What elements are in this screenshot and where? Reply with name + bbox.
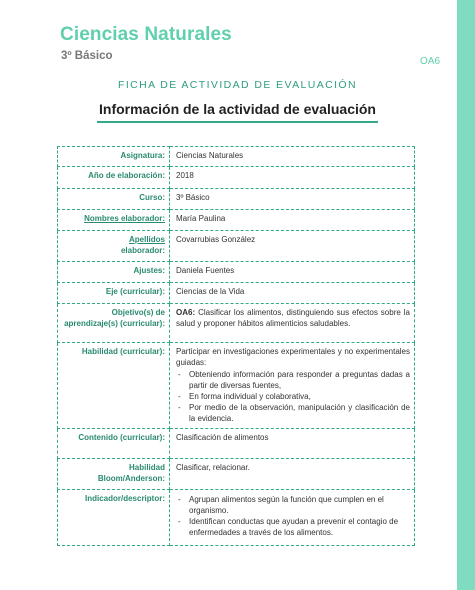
value-anio: 2018 <box>170 167 415 189</box>
label-nombres: Nombres elaborador: <box>84 214 165 223</box>
label-eje: Eje (curricular): <box>58 283 170 304</box>
title-underline <box>97 121 378 123</box>
objetivo-text: Clasificar los alimentos, distinguiendo sus efectos sobre la salud y proponer hábitos alimenticios saludables. <box>176 308 410 328</box>
habilidad-list <box>176 369 410 424</box>
table-row <box>58 459 415 490</box>
activity-info-table <box>57 146 415 546</box>
indicador-list <box>176 494 410 538</box>
table-row <box>58 283 415 304</box>
label-curso: Curso: <box>58 189 170 210</box>
table-row <box>58 429 415 459</box>
label-ajustes: Ajustes: <box>58 262 170 283</box>
label-apellidos-2: elaborador: <box>120 246 165 255</box>
objetivo-code: OA6: <box>176 308 196 317</box>
list-item: - En forma individual y colaborativa, <box>176 391 410 402</box>
table-row <box>58 490 415 546</box>
value-nombres: María Paulina <box>170 210 415 231</box>
label-habilidad: Habilidad (curricular): <box>58 343 170 429</box>
grade-heading: 3º Básico <box>61 50 113 62</box>
document-type: FICHA DE ACTIVIDAD DE EVALUACIÓN <box>118 79 357 91</box>
value-eje: Ciencias de la Vida <box>170 283 415 304</box>
table-row <box>58 210 415 231</box>
table-row <box>58 147 415 167</box>
list-item: - Por medio de la observación, manipulación y clasificación de la evidencia. <box>176 402 410 424</box>
label-contenido: Contenido (curricular): <box>58 429 170 459</box>
value-contenido: Clasificación de alimentos <box>170 429 415 459</box>
value-bloom: Clasificar, relacionar. <box>170 459 415 490</box>
list-item: - Identifican conductas que ayudan a prevenir el contagio de enfermedades a través de los alimentos. <box>176 516 410 538</box>
table-row <box>58 343 415 429</box>
table-row <box>58 262 415 283</box>
label-bloom: Habilidad Bloom/Anderson: <box>58 459 170 490</box>
value-asignatura: Ciencias Naturales <box>170 147 415 167</box>
label-asignatura: Asignatura: <box>58 147 170 167</box>
page-title: Información de la actividad de evaluación <box>99 101 376 117</box>
value-habilidad <box>170 343 415 429</box>
objective-code: OA6 <box>420 56 441 67</box>
value-objetivo <box>170 304 415 343</box>
value-curso: 3º Básico <box>170 189 415 210</box>
label-apellidos: Apellidos <box>128 235 165 244</box>
table-row <box>58 304 415 343</box>
list-item: - Agrupan alimentos según la función que cumplen en el organismo. <box>176 494 410 516</box>
habilidad-intro: Participar en investigaciones experimentales y no experimentales guiadas: <box>176 347 410 367</box>
label-anio: Año de elaboración: <box>58 167 170 189</box>
label-indicador: Indicador/descriptor: <box>58 490 170 546</box>
table-row <box>58 189 415 210</box>
subject-heading: Ciencias Naturales <box>60 24 232 45</box>
value-indicador <box>170 490 415 546</box>
label-objetivo: Objetivo(s) de aprendizaje(s) (curricular): <box>58 304 170 343</box>
list-item: - Obteniendo información para responder a preguntas dadas a partir de diversas fuentes, <box>176 369 410 391</box>
table-row <box>58 231 415 262</box>
value-apellidos: Covarrubias González <box>170 231 415 262</box>
value-ajustes: Daniela Fuentes <box>170 262 415 283</box>
table-row <box>58 167 415 189</box>
